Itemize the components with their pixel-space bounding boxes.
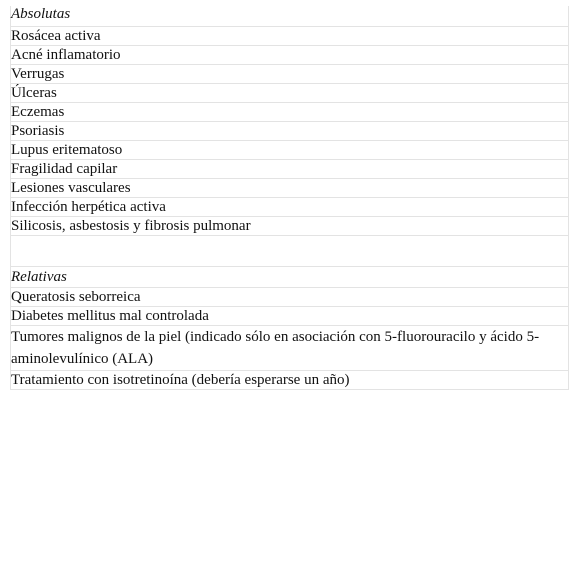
list-item: Tratamiento con isotretinoína (debería esperarse un año) — [11, 371, 569, 390]
table-row — [11, 122, 569, 141]
list-item: Verrugas — [11, 65, 569, 84]
table-row — [11, 46, 569, 65]
list-item: Psoriasis — [11, 122, 569, 141]
list-item: Fragilidad capilar — [11, 160, 569, 179]
table-row — [11, 160, 569, 179]
table-row — [11, 141, 569, 160]
spacer-row — [11, 236, 569, 267]
section-heading-absolutas: Absolutas — [11, 6, 569, 27]
table-row — [11, 27, 569, 46]
section-heading-relativas: Relativas — [11, 267, 569, 288]
empty-cell — [11, 236, 569, 267]
table-row — [11, 103, 569, 122]
table-row — [11, 288, 569, 307]
list-item: Rosácea activa — [11, 27, 569, 46]
list-item: Diabetes mellitus mal controlada — [11, 307, 569, 326]
list-item: Silicosis, asbestosis y fibrosis pulmonar — [11, 217, 569, 236]
contraindications-table — [10, 6, 569, 390]
table-row — [11, 65, 569, 84]
list-item: Eczemas — [11, 103, 569, 122]
table-row — [11, 217, 569, 236]
table-row — [11, 371, 569, 390]
section-header-row — [11, 267, 569, 288]
table-row — [11, 326, 569, 371]
list-item: Tumores malignos de la piel (indicado sólo en asociación con 5-fluorouracilo y ácido 5-aminolevulínico (ALA) — [11, 326, 569, 371]
table-row — [11, 307, 569, 326]
list-item: Lesiones vasculares — [11, 179, 569, 198]
list-item: Úlceras — [11, 84, 569, 103]
list-item: Lupus eritematoso — [11, 141, 569, 160]
list-item: Acné inflamatorio — [11, 46, 569, 65]
section-header-row — [11, 6, 569, 27]
table-row — [11, 84, 569, 103]
list-item: Queratosis seborreica — [11, 288, 569, 307]
table-row — [11, 198, 569, 217]
list-item: Infección herpética activa — [11, 198, 569, 217]
table-row — [11, 179, 569, 198]
